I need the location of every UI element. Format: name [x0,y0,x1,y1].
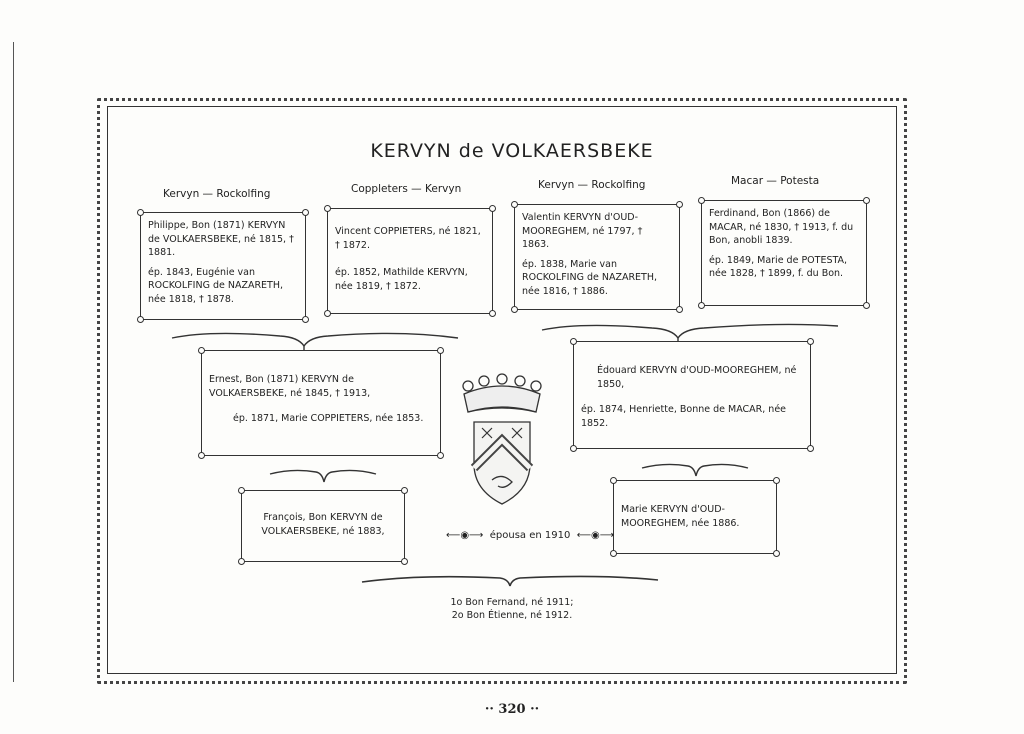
box-text: Ferdinand, Bon (1866) de MACAR, né 1830, † 1913, f. du Bon, anobli 1839. [709,208,854,246]
box-text: ép. 1852, Mathilde KERVYN, née 1819, † 1872. [335,267,468,292]
genealogy-box-ferdinand [701,200,867,306]
box-text: ép. 1838, Marie van ROCKOLFING de NAZARETH, née 1816, † 1886. [522,258,658,297]
brace-francois [268,462,378,488]
genealogy-box-francois [241,490,405,562]
box-text: Philippe, Bon (1871) KERVYN de VOLKAERSBEKE, né 1815, † 1881. [148,220,294,258]
child-line: 2o Bon Étienne, né 1912. [451,610,573,621]
ornament-icon: ⟵◉⟶ [570,530,615,541]
brace-children [360,570,660,590]
genealogy-box-ernest [201,350,441,456]
box-text: ép. 1874, Henriette, Bonne de MACAR, née 1852. [581,404,787,429]
family-header-3: Kervyn — Rockolfing [538,179,646,191]
coat-of-arms-icon [452,372,552,512]
child-line: 1o Bon Fernand, né 1911; [450,597,574,608]
box-text: ép. 1871, Marie COPPIETERS, née 1853. [233,413,424,424]
box-text: François, Bon KERVYN de VOLKAERSBEKE, né 1883, [261,512,385,537]
page-number-text: 320 [498,702,526,717]
ornament-icon: ·· [525,702,540,717]
marriage-text: épousa en 1910 [489,530,571,541]
box-text: ép. 1843, Eugénie van ROCKOLFING de NAZARETH, née 1818, † 1878. [148,266,284,305]
ornament-icon: ·· [484,702,499,717]
box-text: Valentin KERVYN d'OUD-MOOREGHEM, né 1797, † 1863. [522,212,643,250]
box-text: Édouard KERVYN d'OUD-MOOREGHEM, né 1850, [597,365,797,390]
brace-left [170,326,460,352]
page-title: KERVYN de VOLKAERSBEKE [370,140,654,162]
box-text: Marie KERVYN d'OUD-MOOREGHEM, née 1886. [621,504,740,529]
box-text: Ernest, Bon (1871) KERVYN de VOLKAERSBEKE, né 1845, † 1913, [209,374,371,399]
genealogy-box-edouard [573,341,811,449]
box-text: Vincent COPPIETERS, né 1821, † 1872. [335,226,481,251]
brace-marie [640,456,750,482]
genealogy-box-valentin [514,204,680,310]
children-list [0,596,1024,622]
genealogy-box-philippe [140,212,306,320]
family-header-1: Kervyn — Rockolfing [163,188,271,200]
genealogy-box-marie [613,480,777,554]
family-header-4: Macar — Potesta [731,175,820,187]
box-text: ép. 1849, Marie de POTESTA, née 1828, † 1899, f. du Bon. [709,254,848,279]
page-edge-line [13,42,14,682]
page-number [0,702,1024,717]
ornament-icon: ⟵◉⟶ [446,530,490,541]
genealogy-box-vincent [327,208,493,314]
family-header-2: Coppleters — Kervyn [351,183,462,195]
marriage-note [446,530,614,541]
